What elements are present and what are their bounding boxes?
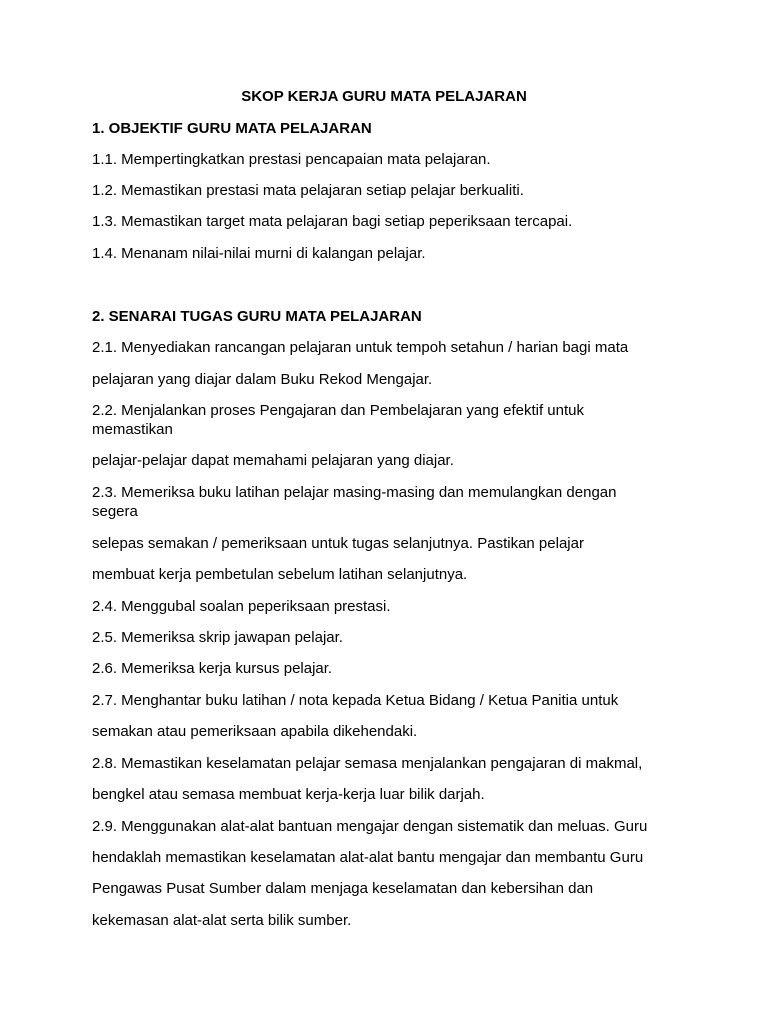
- duty-line: segera: [92, 503, 138, 520]
- objective-line: 1.4. Menanam nilai-nilai murni di kalangan pelajar.: [92, 245, 426, 262]
- duty-line: selepas semakan / pemeriksaan untuk tugas selanjutnya. Pastikan pelajar: [92, 535, 584, 552]
- duty-line: hendaklah memastikan keselamatan alat-alat bantu mengajar dan membantu Guru: [92, 849, 644, 866]
- duty-line: memastikan: [92, 421, 173, 438]
- objective-line: 1.1. Mempertingkatkan prestasi pencapaian mata pelajaran.: [92, 151, 491, 168]
- duty-line: 2.8. Memastikan keselamatan pelajar semasa menjalankan pengajaran di makmal,: [92, 755, 643, 772]
- duty-line: kekemasan alat-alat serta bilik sumber.: [92, 912, 352, 929]
- duty-line: 2.2. Menjalankan proses Pengajaran dan Pembelajaran yang efektif untuk: [92, 402, 584, 419]
- duty-line: pelajaran yang diajar dalam Buku Rekod Mengajar.: [92, 371, 433, 388]
- section-1-heading: 1. OBJEKTIF GURU MATA PELAJARAN: [92, 120, 372, 137]
- duty-line: 2.6. Memeriksa kerja kursus pelajar.: [92, 660, 333, 677]
- duty-line: pelajar-pelajar dapat memahami pelajaran yang diajar.: [92, 452, 454, 469]
- duty-line: 2.4. Menggubal soalan peperiksaan prestasi.: [92, 598, 391, 615]
- duty-line: Pengawas Pusat Sumber dalam menjaga keselamatan dan kebersihan dan: [92, 880, 594, 897]
- objective-line: 1.2. Memastikan prestasi mata pelajaran setiap pelajar berkualiti.: [92, 182, 524, 199]
- section-2-heading: 2. SENARAI TUGAS GURU MATA PELAJARAN: [92, 308, 422, 325]
- duty-line: 2.7. Menghantar buku latihan / nota kepada Ketua Bidang / Ketua Panitia untuk: [92, 692, 619, 709]
- duty-line: 2.3. Memeriksa buku latihan pelajar masing-masing dan memulangkan dengan: [92, 484, 617, 501]
- duty-line: 2.1. Menyediakan rancangan pelajaran untuk tempoh setahun / harian bagi mata: [92, 339, 629, 356]
- duty-line: membuat kerja pembetulan sebelum latihan selanjutnya.: [92, 566, 468, 583]
- duty-line: 2.9. Menggunakan alat-alat bantuan mengajar dengan sistematik dan meluas. Guru: [92, 818, 648, 835]
- objective-line: 1.3. Memastikan target mata pelajaran bagi setiap peperiksaan tercapai.: [92, 213, 573, 230]
- duty-line: semakan atau pemeriksaan apabila dikehendaki.: [92, 723, 418, 740]
- document-title: SKOP KERJA GURU MATA PELAJARAN: [241, 88, 527, 105]
- duty-line: 2.5. Memeriksa skrip jawapan pelajar.: [92, 629, 343, 646]
- duty-line: bengkel atau semasa membuat kerja-kerja luar bilik darjah.: [92, 786, 485, 803]
